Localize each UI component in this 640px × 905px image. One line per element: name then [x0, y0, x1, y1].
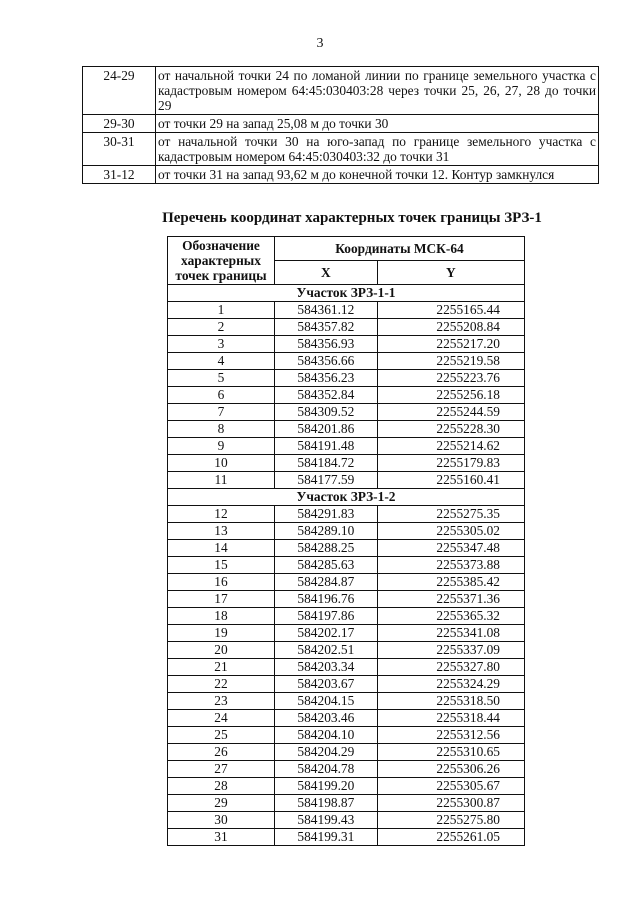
coord-x: 584204.15 [275, 693, 378, 710]
table-row [168, 370, 525, 387]
point-number: 14 [168, 540, 275, 557]
coord-x: 584199.20 [275, 778, 378, 795]
table-row [168, 506, 525, 523]
table-row [168, 574, 525, 591]
coord-y: 2255228.30 [377, 421, 524, 438]
coord-y: 2255347.48 [377, 540, 524, 557]
coord-x: 584309.52 [275, 404, 378, 421]
section-title: Участок ЗРЗ-1-1 [168, 285, 525, 302]
table-row [168, 387, 525, 404]
coord-x: 584356.23 [275, 370, 378, 387]
coord-y: 2255275.80 [377, 812, 524, 829]
section-row [168, 489, 525, 506]
point-number: 2 [168, 319, 275, 336]
coord-y: 2255306.26 [377, 761, 524, 778]
coord-x: 584203.34 [275, 659, 378, 676]
segment-row [83, 166, 599, 184]
coordinates-table [167, 236, 525, 846]
point-number: 25 [168, 727, 275, 744]
point-number: 28 [168, 778, 275, 795]
table-row [168, 761, 525, 778]
table-row [168, 778, 525, 795]
header-x: X [275, 261, 378, 285]
point-number: 30 [168, 812, 275, 829]
coord-y: 2255318.50 [377, 693, 524, 710]
coord-x: 584198.87 [275, 795, 378, 812]
point-number: 11 [168, 472, 275, 489]
segment-row [83, 133, 599, 166]
point-number: 10 [168, 455, 275, 472]
table-row [168, 302, 525, 319]
table-row [168, 642, 525, 659]
point-number: 8 [168, 421, 275, 438]
coord-x: 584288.25 [275, 540, 378, 557]
point-number: 31 [168, 829, 275, 846]
coord-x: 584356.93 [275, 336, 378, 353]
segment-description: от начальной точки 24 по ломаной линии по границе земельного участка с кадастровым номером 64:45:030403:28 через точки 25, 26, 27, 28 до точки 29 [156, 67, 599, 115]
coord-x: 584202.17 [275, 625, 378, 642]
coord-y: 2255341.08 [377, 625, 524, 642]
segment-id: 29-30 [83, 115, 156, 133]
boundary-segments-table [82, 66, 599, 184]
table-row [168, 472, 525, 489]
coord-y: 2255261.05 [377, 829, 524, 846]
section-title: Участок ЗРЗ-1-2 [168, 489, 525, 506]
coord-y: 2255179.83 [377, 455, 524, 472]
point-number: 17 [168, 591, 275, 608]
coord-y: 2255312.56 [377, 727, 524, 744]
table-row [168, 727, 525, 744]
coord-y: 2255371.36 [377, 591, 524, 608]
point-number: 23 [168, 693, 275, 710]
coord-x: 584184.72 [275, 455, 378, 472]
coord-y: 2255385.42 [377, 574, 524, 591]
coord-x: 584203.67 [275, 676, 378, 693]
coord-y: 2255373.88 [377, 557, 524, 574]
coord-x: 584291.83 [275, 506, 378, 523]
table-row [168, 710, 525, 727]
segment-id: 30-31 [83, 133, 156, 166]
segment-row [83, 115, 599, 133]
point-number: 6 [168, 387, 275, 404]
table-row [168, 421, 525, 438]
table-row [168, 455, 525, 472]
point-number: 29 [168, 795, 275, 812]
coordinates-title: Перечень координат характерных точек границы ЗРЗ-1 [162, 210, 542, 226]
coord-x: 584204.29 [275, 744, 378, 761]
table-row [168, 693, 525, 710]
header-coordinate-system: Координаты МСК-64 [275, 237, 525, 261]
table-row [168, 812, 525, 829]
coord-x: 584352.84 [275, 387, 378, 404]
coord-x: 584191.48 [275, 438, 378, 455]
coord-x: 584356.66 [275, 353, 378, 370]
segment-description: от точки 29 на запад 25,08 м до точки 30 [156, 115, 599, 133]
coord-x: 584201.86 [275, 421, 378, 438]
point-number: 15 [168, 557, 275, 574]
table-row [168, 353, 525, 370]
point-number: 27 [168, 761, 275, 778]
point-number: 22 [168, 676, 275, 693]
point-number: 24 [168, 710, 275, 727]
coord-x: 584289.10 [275, 523, 378, 540]
table-row [168, 659, 525, 676]
coord-x: 584203.46 [275, 710, 378, 727]
coord-y: 2255208.84 [377, 319, 524, 336]
coord-x: 584204.10 [275, 727, 378, 744]
point-number: 4 [168, 353, 275, 370]
coord-x: 584177.59 [275, 472, 378, 489]
coord-y: 2255275.35 [377, 506, 524, 523]
segment-description: от начальной точки 30 на юго-запад по границе земельного участка с кадастровым номером 64:45:030403:32 до точки 31 [156, 133, 599, 166]
coord-y: 2255244.59 [377, 404, 524, 421]
coord-y: 2255305.02 [377, 523, 524, 540]
coord-x: 584285.63 [275, 557, 378, 574]
coord-x: 584357.82 [275, 319, 378, 336]
coord-y: 2255365.32 [377, 608, 524, 625]
coord-y: 2255160.41 [377, 472, 524, 489]
table-row [168, 795, 525, 812]
coord-y: 2255214.62 [377, 438, 524, 455]
coord-y: 2255217.20 [377, 336, 524, 353]
table-row [168, 676, 525, 693]
coord-y: 2255223.76 [377, 370, 524, 387]
coord-y: 2255300.87 [377, 795, 524, 812]
table-row [168, 557, 525, 574]
coord-x: 584204.78 [275, 761, 378, 778]
table-row [168, 523, 525, 540]
point-number: 21 [168, 659, 275, 676]
coord-y: 2255305.67 [377, 778, 524, 795]
point-number: 1 [168, 302, 275, 319]
header-point-name: Обозначение характерных точек границы [168, 237, 275, 285]
table-row [168, 336, 525, 353]
table-row [168, 591, 525, 608]
coord-y: 2255165.44 [377, 302, 524, 319]
point-number: 26 [168, 744, 275, 761]
point-number: 16 [168, 574, 275, 591]
header-y: Y [377, 261, 524, 285]
table-row [168, 744, 525, 761]
point-number: 5 [168, 370, 275, 387]
coord-x: 584197.86 [275, 608, 378, 625]
coord-y: 2255318.44 [377, 710, 524, 727]
coord-x: 584199.31 [275, 829, 378, 846]
coord-y: 2255327.80 [377, 659, 524, 676]
table-row [168, 319, 525, 336]
segment-description: от точки 31 на запад 93,62 м до конечной точки 12. Контур замкнулся [156, 166, 599, 184]
point-number: 20 [168, 642, 275, 659]
point-number: 12 [168, 506, 275, 523]
coord-x: 584199.43 [275, 812, 378, 829]
coord-x: 584361.12 [275, 302, 378, 319]
coord-y: 2255324.29 [377, 676, 524, 693]
point-number: 18 [168, 608, 275, 625]
coord-x: 584202.51 [275, 642, 378, 659]
table-row [168, 625, 525, 642]
coord-y: 2255337.09 [377, 642, 524, 659]
page-number: 3 [316, 36, 324, 51]
coord-x: 584196.76 [275, 591, 378, 608]
segment-row [83, 67, 599, 115]
point-number: 9 [168, 438, 275, 455]
point-number: 19 [168, 625, 275, 642]
table-row [168, 438, 525, 455]
point-number: 7 [168, 404, 275, 421]
point-number: 13 [168, 523, 275, 540]
table-row [168, 540, 525, 557]
coord-y: 2255219.58 [377, 353, 524, 370]
table-row [168, 404, 525, 421]
coord-y: 2255256.18 [377, 387, 524, 404]
point-number: 3 [168, 336, 275, 353]
table-row [168, 829, 525, 846]
segment-id: 24-29 [83, 67, 156, 115]
coord-y: 2255310.65 [377, 744, 524, 761]
coord-x: 584284.87 [275, 574, 378, 591]
section-row [168, 285, 525, 302]
table-row [168, 608, 525, 625]
segment-id: 31-12 [83, 166, 156, 184]
